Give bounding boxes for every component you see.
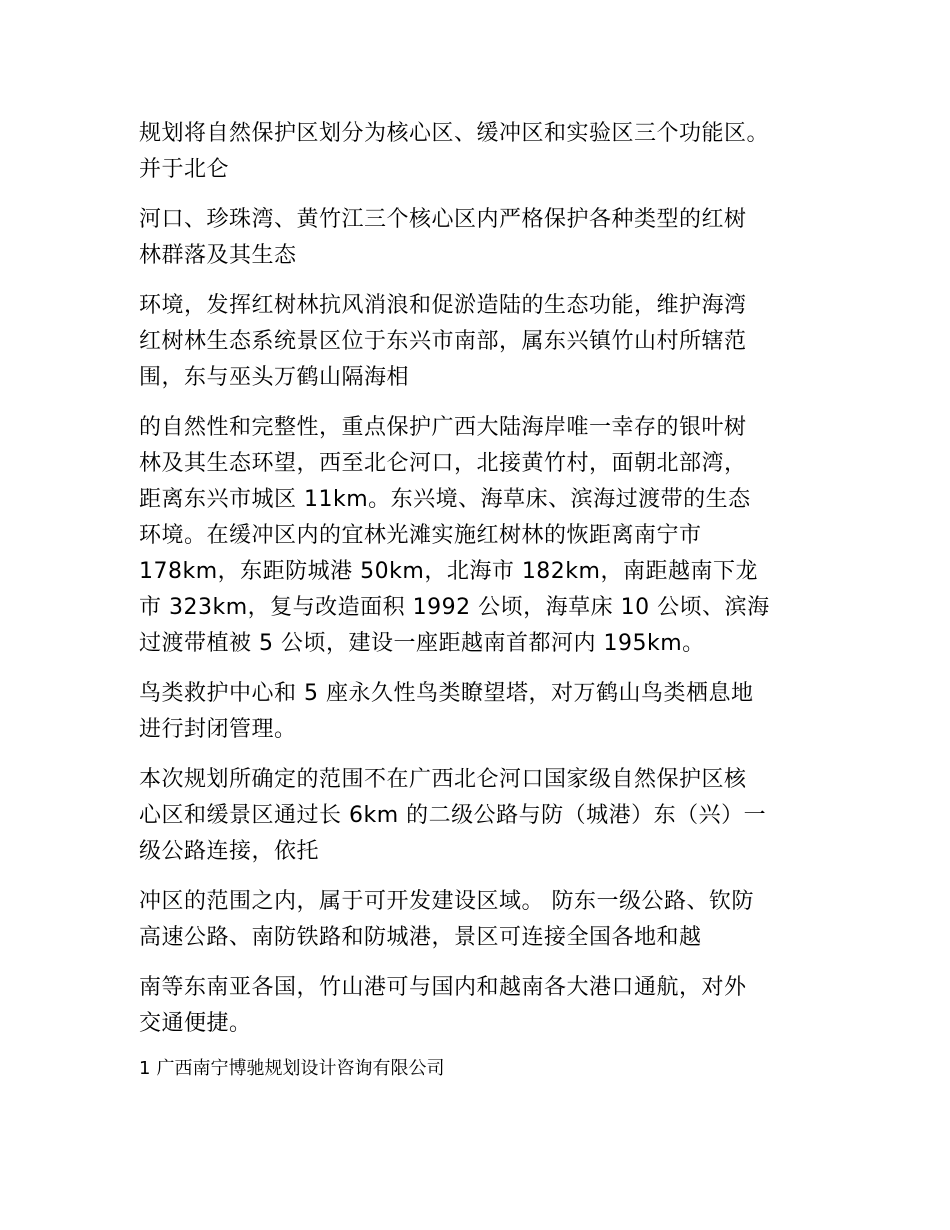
page-number: 1: [139, 1058, 151, 1079]
paragraph-3: 环境，发挥红树林抗风消浪和促淤造陆的生态功能，维护海湾 红树林生态系统景区位于东兴市南部，属东兴镇竹山村所辖范 围，东与巫头万鹤山隔海相: [139, 293, 747, 390]
paragraph-8: 南等东南亚各国，竹山港可与国内和越南各大港口通航，对外 交通便捷。: [139, 975, 747, 1036]
paragraph-6: 本次规划所确定的范围不在广西北仑河口国家级自然保护区核 心区和缓景区通过长 6km 的二级公路与防（城港）东（兴）一 级公路连接，依托: [139, 767, 767, 864]
document-page: [139, 116, 819, 1082]
company-name: 广西南宁博驰规划设计咨询有限公司: [156, 1058, 445, 1079]
paragraph-1: 规划将自然保护区划分为核心区、缓冲区和实验区三个功能区。 并于北仑: [139, 121, 770, 182]
paragraph-2: 河口、珍珠湾、黄竹江三个核心区内严格保护各种类型的红树 林群落及其生态: [139, 207, 747, 268]
paragraph-5: 鸟类救护中心和 5 座永久性鸟类瞭望塔，对万鹤山鸟类栖息地 进行封闭管理。: [139, 681, 754, 742]
page-footer: [139, 1056, 819, 1082]
paragraph-4: 的自然性和完整性，重点保护广西大陆海岸唯一幸存的银叶树 林及其生态环望，西至北仑河口，北接黄竹村，面朝北部湾， 距离东兴市城区 11km。东兴境、海草床、滨海过渡带的生态 环境。在缓冲区内的宜林光滩实施红树林的恢距离南宁市 178km，东距防城港 50km，北海市 182km，南距越南下龙 市 323km，复与改造面积 1992 公顷，海草床 10 公顷、滨海 过渡带植被 5 公顷，建设一座距越南首都河内 195km。: [139, 415, 770, 656]
paragraph-7: 冲区的范围之内，属于可开发建设区域。 防东一级公路、钦防 高速公路、南防铁路和防城港，景区可连接全国各地和越: [139, 889, 754, 950]
